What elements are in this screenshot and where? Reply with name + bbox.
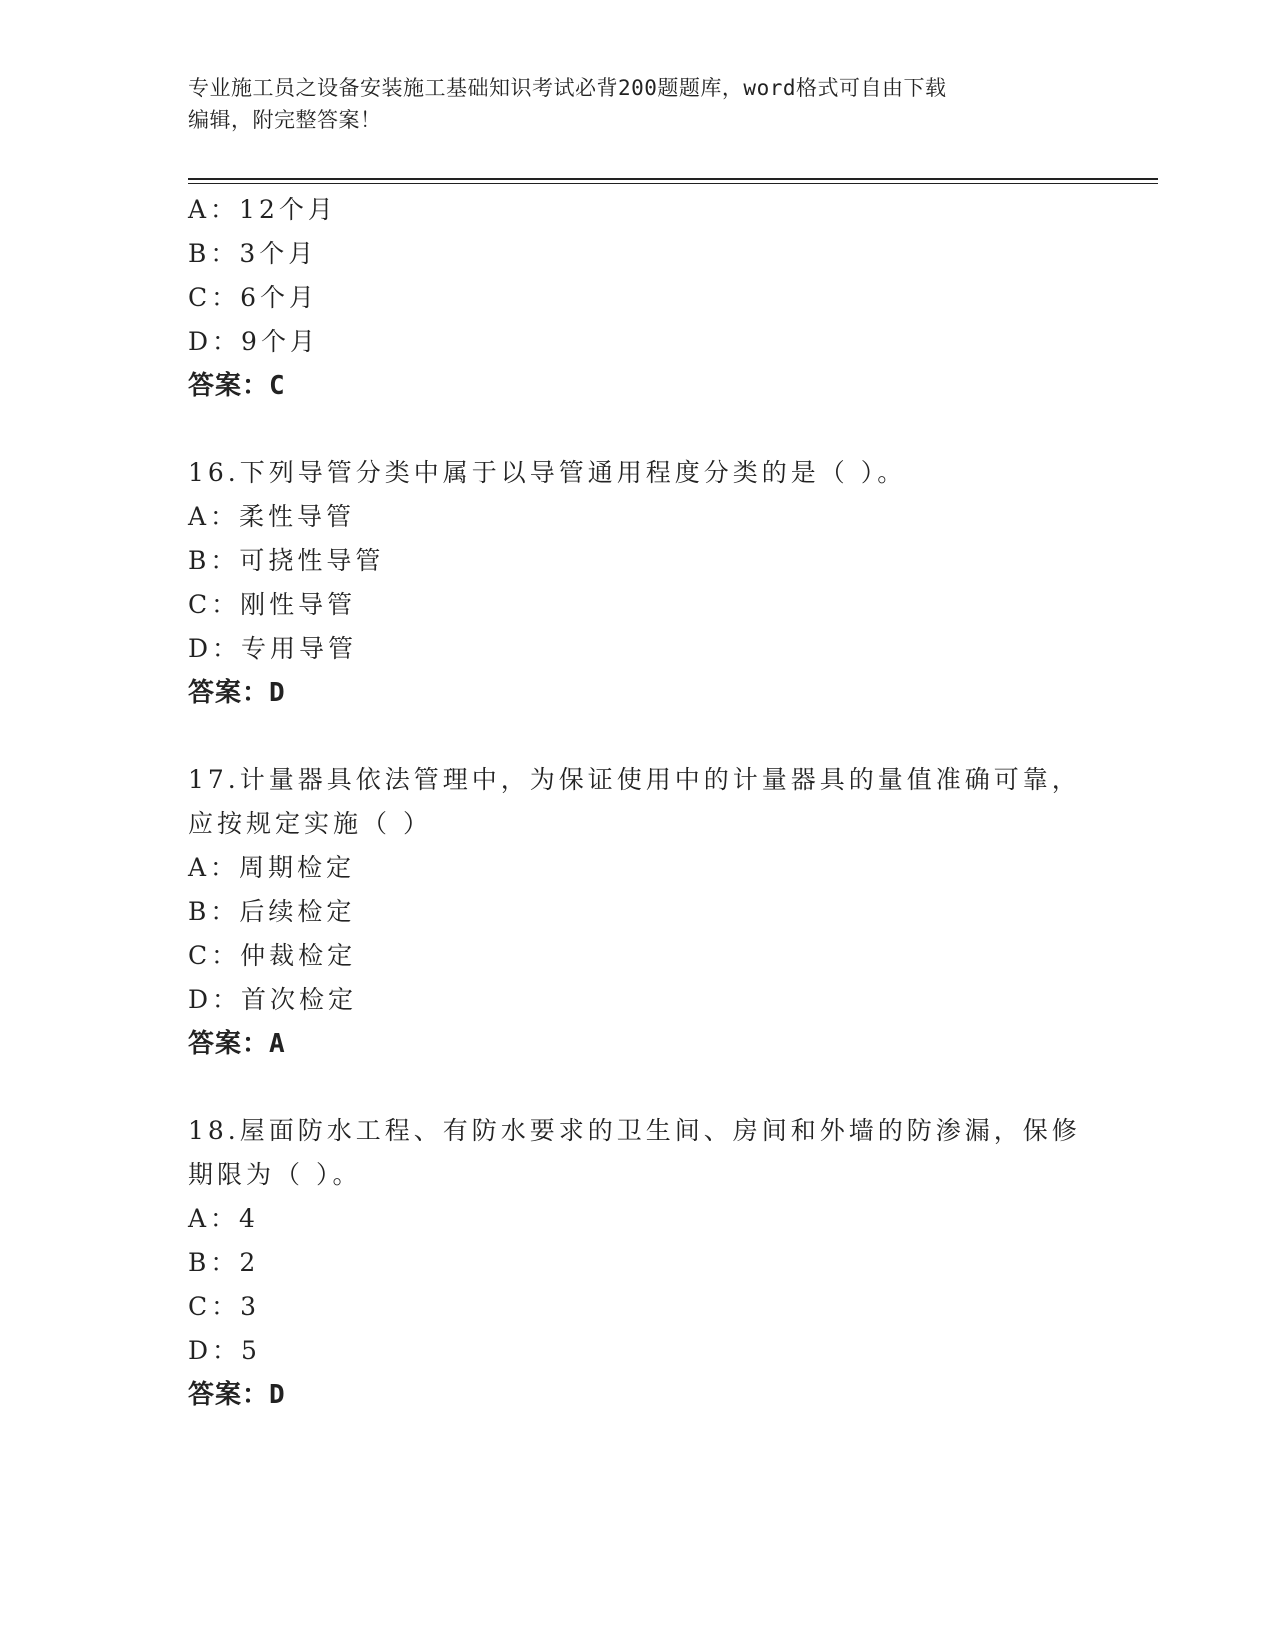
q17-question-line-2: 应按规定实施（ ） — [188, 809, 432, 838]
q17-option-a: A：周期检定 — [188, 853, 356, 882]
q15-option-d: D：9个月 — [188, 327, 319, 356]
q17-question-line-1: 17.计量器具依法管理中，为保证使用中的计量器具的量值准确可靠， — [188, 765, 1081, 794]
q16-option-c: C：刚性导管 — [188, 590, 357, 619]
q18-answer: 答案：D — [188, 1380, 286, 1410]
header-divider-thin — [188, 183, 1158, 184]
q15-option-a: A：12个月 — [188, 195, 337, 224]
document-header — [188, 72, 1088, 136]
q16-option-b: B：可挠性导管 — [188, 546, 385, 575]
q17-option-d: D：首次检定 — [188, 985, 358, 1014]
q18-option-d: D：5 — [188, 1336, 261, 1365]
header-title-line-1: 专业施工员之设备安装施工基础知识考试必背200题题库，word格式可自由下载 — [188, 76, 947, 100]
q17-option-c: C：仲裁检定 — [188, 941, 357, 970]
header-divider-thick — [188, 178, 1158, 180]
q16-answer: 答案：D — [188, 678, 286, 708]
q17-option-b: B：后续检定 — [188, 897, 356, 926]
q18-option-c: C：3 — [188, 1292, 261, 1321]
q17-answer: 答案：A — [188, 1029, 286, 1059]
q18-option-b: B：2 — [188, 1248, 260, 1277]
q18-question-line-2: 期限为（ ）。 — [188, 1160, 362, 1189]
header-title-line-2: 编辑，附完整答案！ — [188, 108, 382, 132]
q15-answer: 答案：C — [188, 371, 286, 401]
q16-option-d: D：专用导管 — [188, 634, 358, 663]
q18-question-line-1: 18.屋面防水工程、有防水要求的卫生间、房间和外墙的防渗漏，保修 — [188, 1116, 1081, 1145]
q16-option-a: A：柔性导管 — [188, 502, 356, 531]
q18-option-a: A：4 — [188, 1204, 259, 1233]
q15-option-c: C：6个月 — [188, 283, 319, 312]
q16-question: 16.下列导管分类中属于以导管通用程度分类的是（ ）。 — [188, 458, 907, 487]
q15-option-b: B：3个月 — [188, 239, 318, 268]
